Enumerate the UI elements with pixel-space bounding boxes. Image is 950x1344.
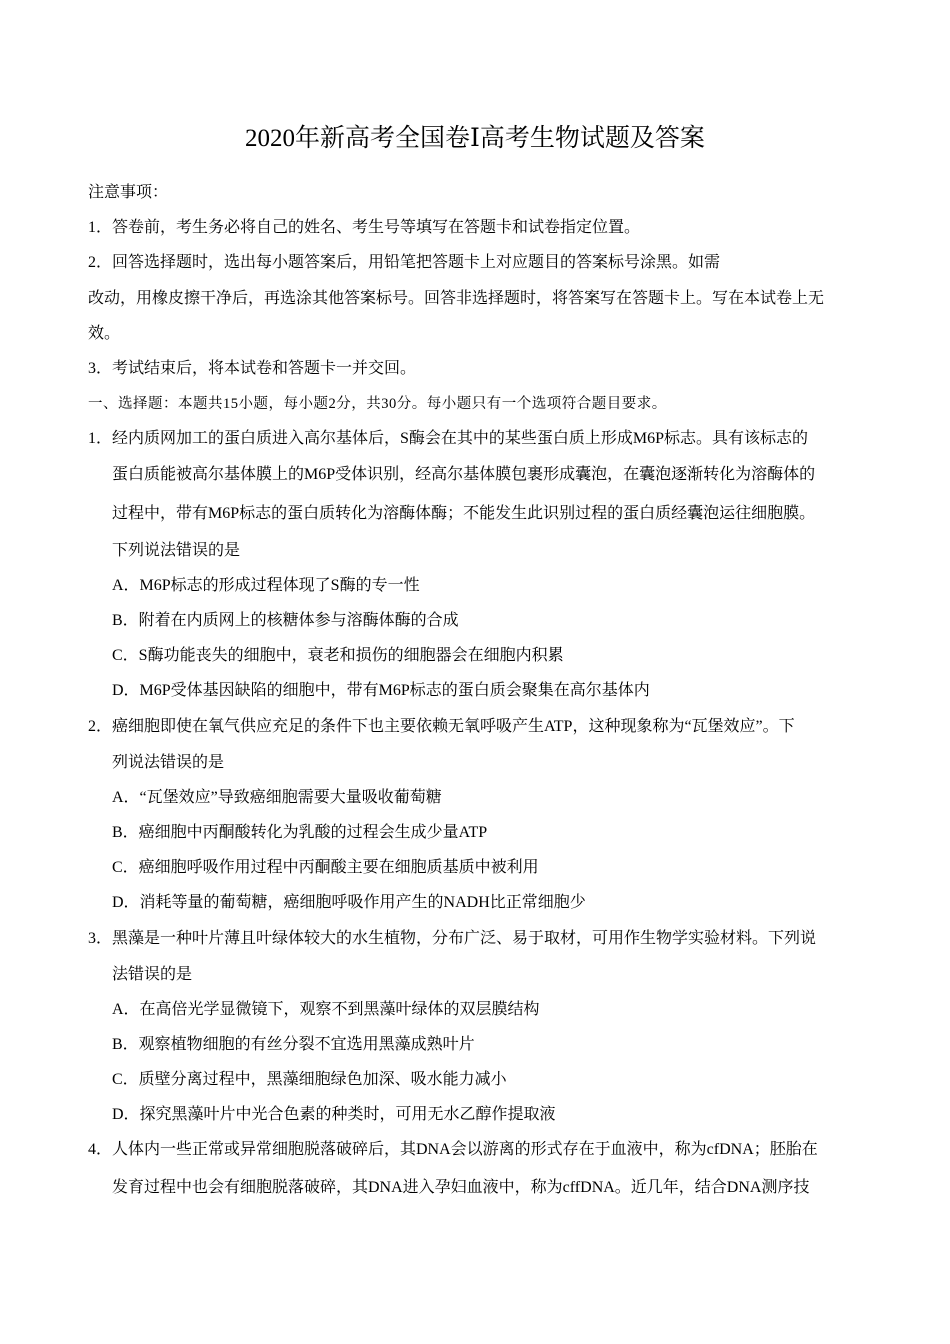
question-2-stem: 2．癌细胞即使在氧气供应充足的条件下也主要依赖无氧呼吸产生ATP，这种现象称为“瓦堡效应”。下 <box>88 718 795 735</box>
question-1-option-a: A．M6P标志的形成过程体现了S酶的专一性 <box>112 577 420 594</box>
question-3-stem: 法错误的是 <box>112 966 193 983</box>
question-3-option-b: B．观察植物细胞的有丝分裂不宜选用黑藻成熟叶片 <box>112 1036 475 1053</box>
notice-heading: 注意事项： <box>88 184 169 201</box>
question-3-stem: 3．黑藻是一种叶片薄且叶绿体较大的水生植物，分布广泛、易于取材，可用作生物学实验材料。下列说 <box>88 930 817 947</box>
question-1-option-c: C．S酶功能丧失的细胞中，衰老和损伤的细胞器会在细胞内积累 <box>112 647 564 664</box>
page-title: 2020年新高考全国卷Ⅰ高考生物试题及答案 <box>245 125 705 152</box>
question-2-stem: 列说法错误的是 <box>112 754 225 771</box>
question-2-option-d: D．消耗等量的葡萄糖，癌细胞呼吸作用产生的NADH比正常细胞少 <box>112 894 586 911</box>
question-1-option-b: B．附着在内质网上的核糖体参与溶酶体酶的合成 <box>112 612 459 629</box>
question-3-option-a: A．在高倍光学显微镜下，观察不到黑藻叶绿体的双层膜结构 <box>112 1001 540 1018</box>
question-3-option-d: D．探究黑藻叶片中光合色素的种类时，可用无水乙醇作提取液 <box>112 1106 556 1123</box>
notice-item: 3．考试结束后，将本试卷和答题卡一并交回。 <box>88 360 417 377</box>
notice-item: 改动，用橡皮擦干净后，再选涂其他答案标号。回答非选择题时，将答案写在答题卡上。写在本试卷上无 <box>88 290 825 307</box>
question-1-stem: 蛋白质能被高尔基体膜上的M6P受体识别，经高尔基体膜包裹形成囊泡，在囊泡逐渐转化为溶酶体的 <box>112 466 816 483</box>
notice-item: 效。 <box>88 325 121 342</box>
question-2-option-c: C．癌细胞呼吸作用过程中丙酮酸主要在细胞质基质中被利用 <box>112 859 539 876</box>
question-2-option-a: A．“瓦堡效应”导致癌细胞需要大量吸收葡萄糖 <box>112 789 442 806</box>
question-3-option-c: C．质壁分离过程中，黑藻细胞绿色加深、吸水能力减小 <box>112 1071 507 1088</box>
question-4-stem: 发育过程中也会有细胞脱落破碎，其DNA进入孕妇血液中，称为cffDNA。近几年，结合DNA测序技 <box>112 1179 810 1196</box>
question-1-stem: 下列说法错误的是 <box>112 542 241 559</box>
question-4-stem: 4．人体内一些正常或异常细胞脱落破碎后，其DNA会以游离的形式存在于血液中，称为cfDNA；胚胎在 <box>88 1141 818 1158</box>
question-2-option-b: B．癌细胞中丙酮酸转化为乳酸的过程会生成少量ATP <box>112 824 488 841</box>
question-1-option-d: D．M6P受体基因缺陷的细胞中，带有M6P标志的蛋白质会聚集在高尔基体内 <box>112 682 650 699</box>
question-1-stem: 过程中，带有M6P标志的蛋白质转化为溶酶体酶；不能发生此识别过程的蛋白质经囊泡运往细胞膜。 <box>112 505 816 522</box>
question-1-stem: 1．经内质网加工的蛋白质进入高尔基体后，S酶会在其中的某些蛋白质上形成M6P标志。具有该标志的 <box>88 430 809 447</box>
section-heading: 一、选择题：本题共15小题，每小题2分，共30分。每小题只有一个选项符合题目要求。 <box>88 396 667 412</box>
notice-item: 2．回答选择题时，选出每小题答案后，用铅笔把答题卡上对应题目的答案标号涂黑。如需 <box>88 254 721 271</box>
notice-item: 1．答卷前，考生务必将自己的姓名、考生号等填写在答题卡和试卷指定位置。 <box>88 219 641 236</box>
